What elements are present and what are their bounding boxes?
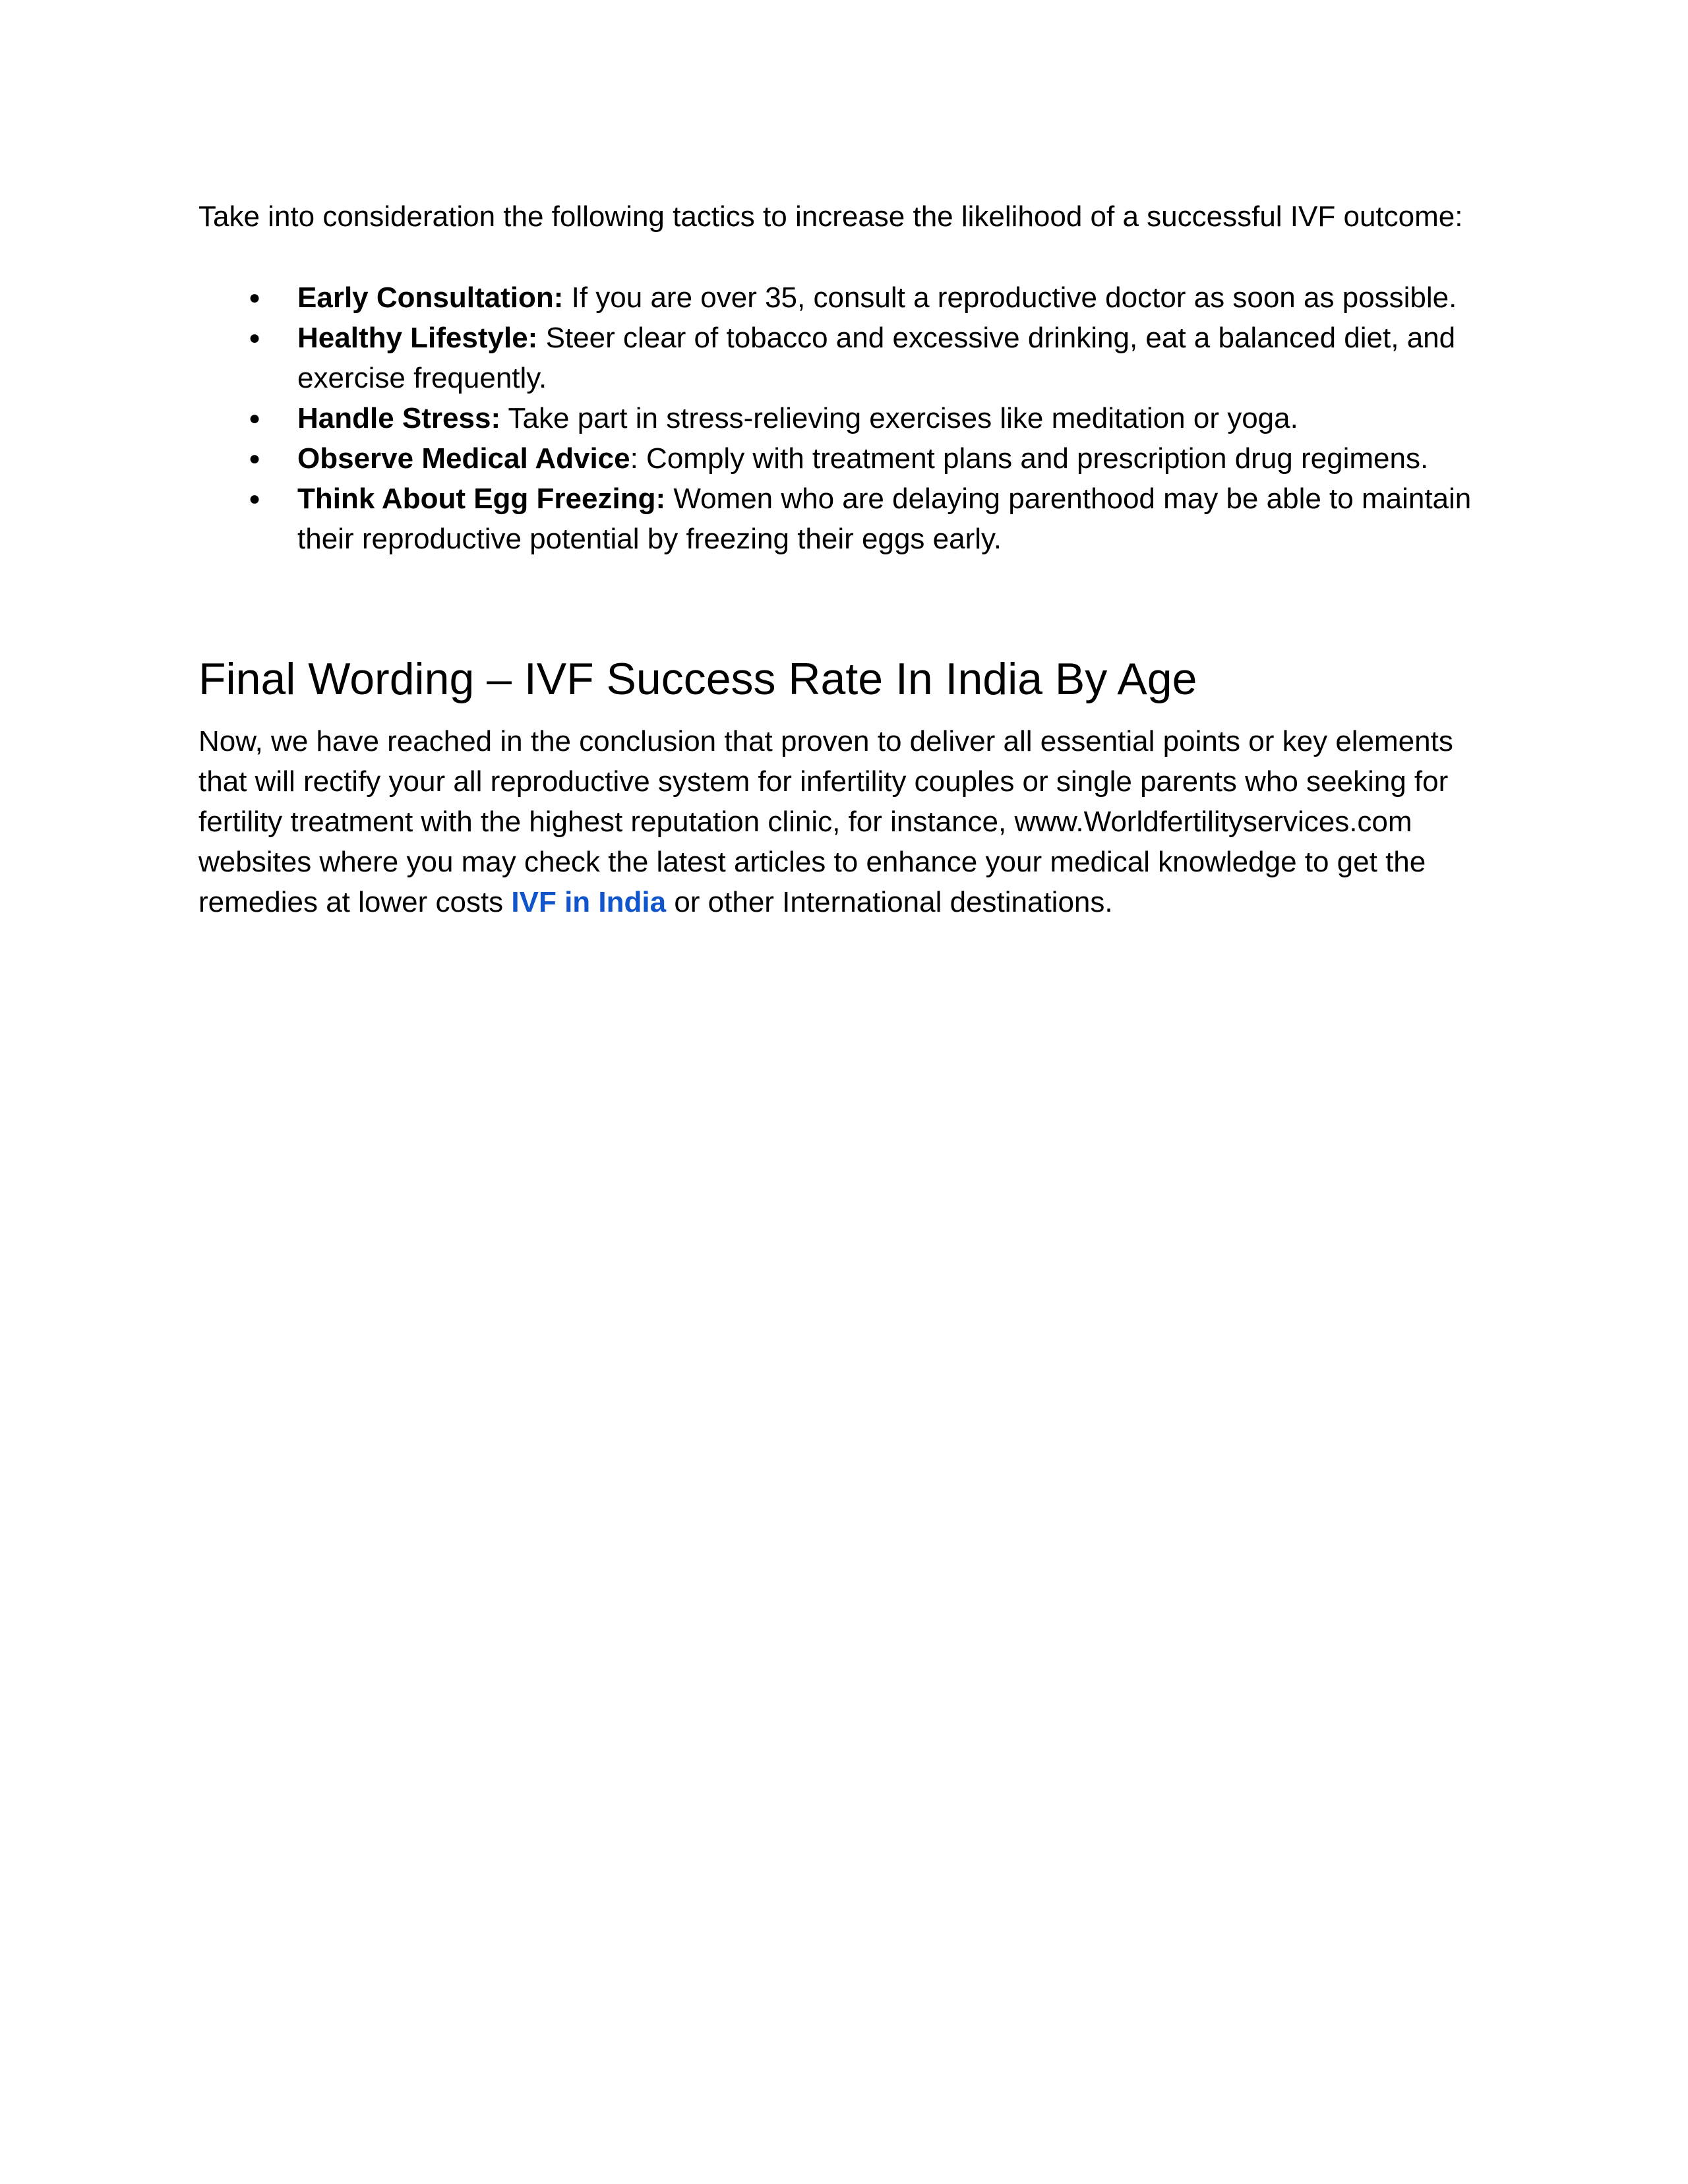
tactic-text: : Comply with treatment plans and prescription drug regimens.	[630, 442, 1429, 475]
conclusion-paragraph	[198, 721, 1504, 922]
bullet-icon: ●	[249, 488, 261, 510]
tactic-text: Steer clear of tobacco and excessive drinking, eat a balanced diet, and exercise frequently.	[297, 322, 1456, 394]
tactic-title: Healthy Lifestyle:	[297, 322, 538, 354]
conclusion-text-end: or other International destinations.	[666, 886, 1113, 918]
list-item	[198, 438, 1504, 479]
list-item	[198, 479, 1504, 559]
intro-paragraph: Take into consideration the following tactics to increase the likelihood of a successful IVF outcome:	[198, 200, 1463, 233]
document-content	[198, 196, 1504, 922]
bullet-icon: ●	[249, 327, 261, 349]
bullet-icon: ●	[249, 448, 261, 469]
tactic-title: Think About Egg Freezing:	[297, 483, 666, 515]
bullet-icon: ●	[249, 287, 261, 309]
tactic-title: Observe Medical Advice	[297, 442, 630, 475]
bullet-icon: ●	[249, 407, 261, 429]
tactic-text: If you are over 35, consult a reproductive doctor as soon as possible.	[563, 281, 1457, 314]
section-heading: Final Wording – IVF Success Rate In India By Age	[198, 654, 1197, 704]
list-item	[198, 278, 1504, 318]
tactic-text: Take part in stress-relieving exercises like meditation or yoga.	[500, 402, 1298, 434]
tactic-title: Early Consultation:	[297, 281, 564, 314]
tactic-title: Handle Stress:	[297, 402, 501, 434]
list-item	[198, 318, 1504, 398]
tactic-text: Women who are delaying parenthood may be able to maintain their reproductive potential by freezing their eggs early.	[297, 483, 1472, 555]
conclusion-text: Now, we have reached in the conclusion that proven to deliver all essential points or key elements that will rectify your all reproductive system for infertility couples or single parents who seeking for fertility treatment with the highest reputation clinic, for instance, www.Worldfertilityservices.com websites where you may check the latest articles to enhance your medical knowledge to get the remedies at lower costs	[198, 725, 1453, 918]
ivf-in-india-link[interactable]: IVF in India	[511, 886, 667, 918]
list-item	[198, 398, 1504, 438]
tactics-list	[198, 278, 1504, 559]
